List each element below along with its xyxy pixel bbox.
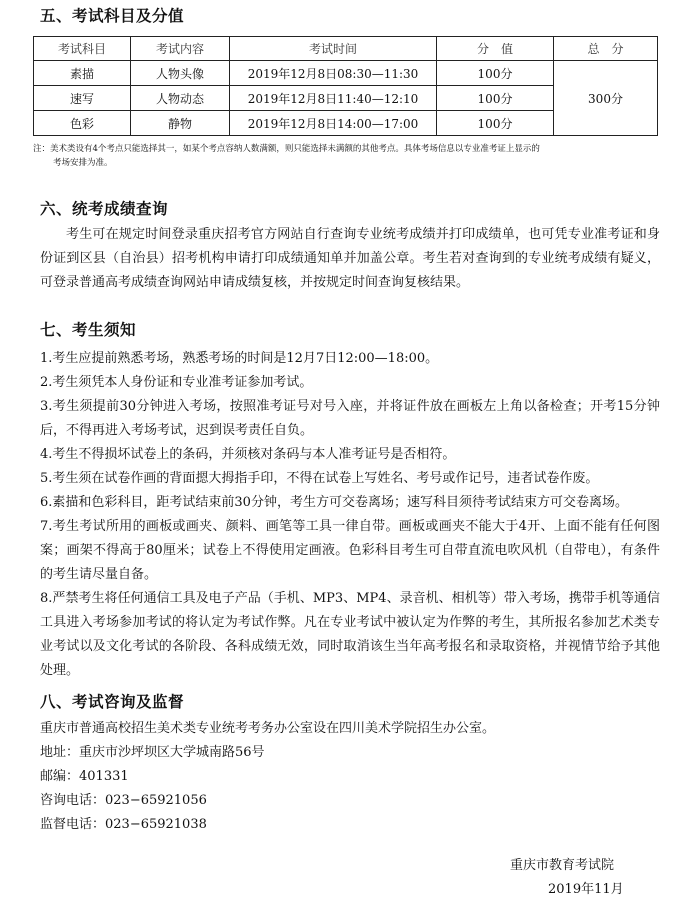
notice-item-8: 8.严禁考生将任何通信工具及电子产品（手机、MP3、MP4、录音机、相机等）带入考场，携带手机等通信工具进入考场参加考试的将认定为考试作弊。凡在专业考试中被认定为作弊的考生，其所报名参加艺术类专业考试以及文化考试的各阶段、各科成绩无效，同时取消该生当年高考报名和录取资格，并视情节给予其他处理。 (40, 591, 660, 678)
notice-item-6: 6.素描和色彩科目，距考试结束前30分钟，考生方可交卷离场；速写科目须待考试结束方可交卷离场。 (40, 495, 628, 510)
notice-item-3: 3.考生须提前30分钟进入考场，按照准考证号对号入座，并将证件放在画板左上角以备检查；开考15分钟后，不得再进入考场考试，迟到误考责任自负。 (40, 399, 660, 438)
address-line: 地址：重庆市沙坪坝区大学城南路56号 (40, 745, 265, 760)
notice-item-1: 1.考生应提前熟悉考场，熟悉考场的时间是12月7日12:00—18:00。 (40, 351, 439, 366)
cell-total: 300分 (554, 61, 658, 136)
cell-content: 人物动态 (131, 86, 230, 111)
section-7-heading: 七、考生须知 (40, 321, 137, 339)
supervise-phone-line: 监督电话：023−65921038 (40, 817, 207, 832)
table-note (33, 142, 663, 170)
header-score: 分 值 (437, 37, 554, 61)
signature-date: 2019年11月 (548, 882, 624, 897)
section-6-heading: 六、统考成绩查询 (40, 200, 169, 218)
office-line: 重庆市普通高校招生美术类专业统考考务办公室设在四川美术学院招生办公室。 (40, 721, 496, 736)
section-8-heading: 八、考试咨询及监督 (40, 693, 185, 711)
cell-score: 100分 (437, 61, 554, 86)
notice-item-2: 2.考生须凭本人身份证和专业准考证参加考试。 (40, 375, 313, 390)
header-total: 总 分 (554, 37, 658, 61)
cell-subject: 速写 (34, 86, 131, 111)
cell-content: 静物 (131, 111, 230, 136)
cell-time: 2019年12月8日11:40—12:10 (230, 86, 437, 111)
header-content: 考试内容 (131, 37, 230, 61)
notice-item-4: 4.考生不得损坏试卷上的条码，并须核对条码与本人准考证号是否相符。 (40, 447, 456, 462)
cell-time: 2019年12月8日08:30—11:30 (230, 61, 437, 86)
note-line-1: 注：美术类设有4个考点只能选择其一，如某个考点容纳人数满额，则只能选择未满额的其他考点。具体考场信息以专业准考证上显示的 (33, 144, 540, 154)
notice-item-7: 7.考生考试所用的画板或画夹、颜料、画笔等工具一律自带。画板或画夹不能大于4开、上面不能有任何图案；画架不得高于80厘米；试卷上不得使用定画液。色彩科目考生可自带直流电吹风机（自带电），有条件的考生请尽量自备。 (40, 519, 660, 582)
cell-subject: 素描 (34, 61, 131, 86)
signature-org: 重庆市教育考试院 (510, 858, 615, 873)
consult-phone-line: 咨询电话：023−65921056 (40, 793, 207, 808)
header-subject: 考试科目 (34, 37, 131, 61)
table-header-row (34, 37, 658, 61)
section-5-heading: 五、考试科目及分值 (40, 7, 185, 25)
cell-score: 100分 (437, 111, 554, 136)
cell-score: 100分 (437, 86, 554, 111)
note-line-2: 考场安排为准。 (53, 158, 113, 168)
notice-item-5: 5.考生须在试卷作画的背面摁大拇指手印，不得在试卷上写姓名、考号或作记号，违者试卷作废。 (40, 471, 599, 486)
score-table (33, 36, 658, 136)
postcode-line: 邮编：401331 (40, 769, 129, 784)
cell-subject: 色彩 (34, 111, 131, 136)
table-row (34, 61, 658, 86)
cell-time: 2019年12月8日14:00—17:00 (230, 111, 437, 136)
cell-content: 人物头像 (131, 61, 230, 86)
section-6-paragraph: 考生可在规定时间登录重庆招考官方网站自行查询专业统考成绩并打印成绩单，也可凭专业准考证和身份证到区县（自治县）招考机构申请打印成绩通知单并加盖公章。考生若对查询到的专业统考成绩有疑义，可登录普通高考成绩查询网站申请成绩复核，并按规定时间查询复核结果。 (40, 227, 660, 290)
header-time: 考试时间 (230, 37, 437, 61)
